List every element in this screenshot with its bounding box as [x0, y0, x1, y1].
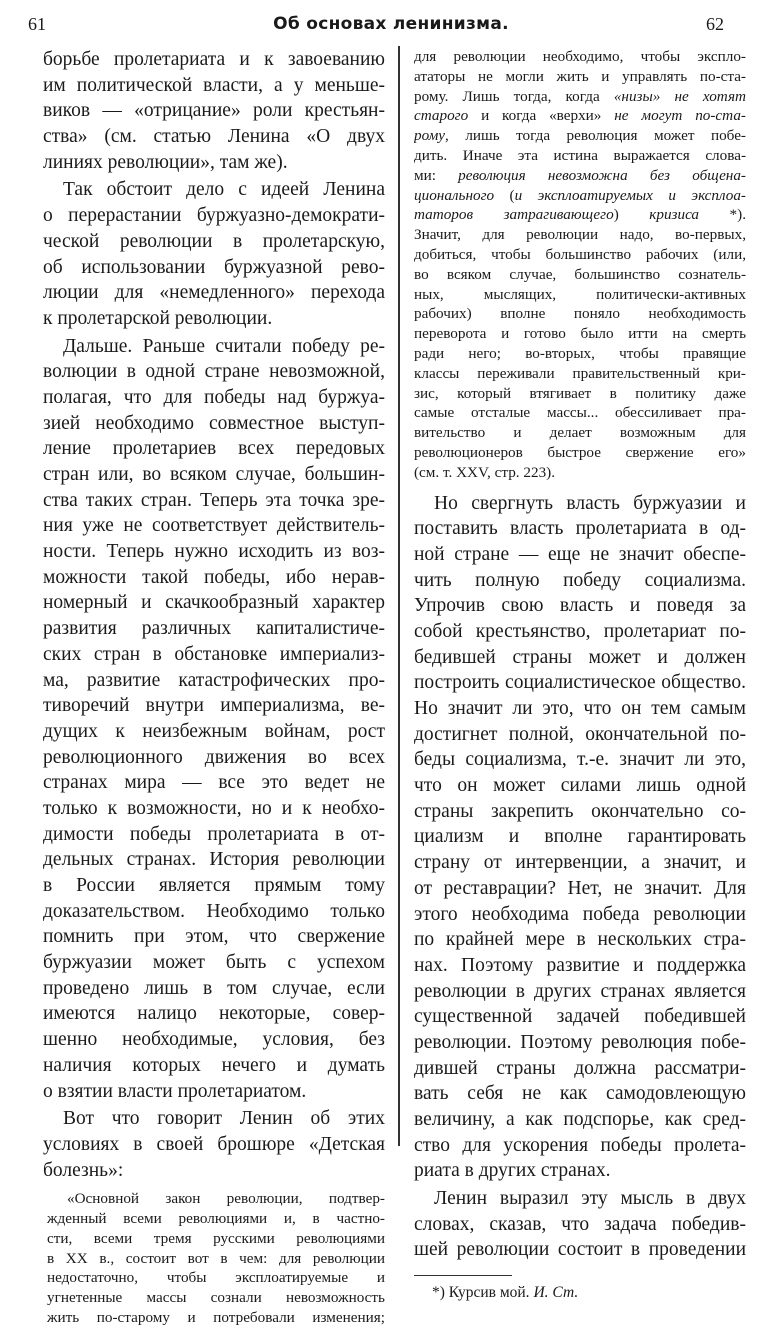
text-line: словах, сказав, что задача победив-: [414, 1213, 746, 1235]
text-line: ческой революции в пролетарскую,: [43, 230, 385, 252]
paragraph-6: [414, 1186, 746, 1263]
text-line: ства таких стран. Теперь эта точка зре-: [43, 489, 385, 511]
text-line: волюции в одной стране невозможной,: [43, 361, 385, 383]
italic-fragment: революция невозможна без общена-: [458, 166, 746, 184]
text-fragment: (см. т. XXV, стр. 223).: [414, 463, 556, 481]
text-line: к пролетарской революции.: [43, 307, 273, 329]
text-line: существенной задачей победившей: [414, 1006, 746, 1028]
text-line: Дальше. Раньше считали победу ре-: [63, 335, 385, 357]
text-line: болезнь»:: [43, 1159, 124, 1181]
text-fragment: рому. Лишь тогда, когда: [414, 87, 614, 105]
italic-fragment: и эксплоатируемых и эксплоа-: [514, 186, 746, 204]
text-line: этого необходима победа революции: [414, 903, 746, 925]
footnote-text: *) Курсив мой.: [432, 1284, 534, 1302]
quote-line: [414, 403, 746, 423]
text-line: Так обстоит дело с идеей Ленина: [63, 179, 385, 201]
quote-line: [414, 47, 746, 67]
paragraph-gap: [414, 483, 746, 491]
text-line: об использовании буржуазной рево-: [43, 256, 385, 278]
text-line: поставить власть пролетариата в од-: [414, 518, 746, 540]
text-fragment: , лишь тогда революция может побе-: [445, 127, 746, 145]
paragraph-4: [43, 1106, 385, 1183]
text-line: Ленин выразил эту мысль в двух: [434, 1188, 746, 1210]
running-title: Об основах ленинизма.: [273, 14, 509, 34]
text-line: Упрочив свою власть и поведя за: [414, 595, 746, 617]
text-line: ной стране — еще не значит обеспе-: [414, 543, 746, 565]
text-line: риата в других странах.: [414, 1160, 611, 1182]
text-fragment: революционеров быстрое свержение его»: [414, 443, 746, 461]
text-line: шенно необходимые, условия, без: [43, 1029, 385, 1051]
quote-line: [414, 245, 746, 265]
text-fragment: самые отсталые массы... обессиливает пра-: [414, 404, 746, 422]
text-line: шей революции состоит в проведении: [414, 1239, 746, 1261]
text-line: ства» (см. статью Ленина «О двух: [43, 126, 385, 148]
paragraph-3: [43, 334, 385, 1105]
text-fragment: и когда «верхи»: [468, 107, 615, 125]
text-line: виков — «отрицание» роли крестьян-: [43, 100, 385, 122]
italic-fragment: старого: [414, 107, 469, 125]
italic-fragment: не могут по-ста-: [614, 107, 746, 125]
text-fragment: *).: [699, 206, 746, 224]
text-fragment: ных, мыслящих, политически-активных: [414, 285, 746, 303]
right-page-number: 62: [706, 14, 724, 34]
text-fragment: во всяком случае, большинство сознатель-: [414, 265, 746, 283]
text-line: дельных странах. История революции: [43, 849, 385, 871]
quote-line: [414, 344, 746, 364]
text-line: величину, а как подспорье, как сред-: [414, 1109, 746, 1131]
text-line: жденный всеми революциями и, в частно-: [47, 1210, 385, 1228]
quote-line: [414, 126, 746, 146]
text-line: доказательством. Необходимо только: [43, 900, 385, 922]
text-line: имеются налицо некоторые, совер-: [43, 1003, 385, 1025]
quote-line: [414, 443, 746, 463]
text-line: можности такой победы, ибо нерав-: [43, 566, 385, 588]
text-line: развития различных капиталистиче-: [43, 618, 385, 640]
text-line: построить социалистическое общество.: [414, 672, 746, 694]
text-line: ма, развитие катастрофических про-: [43, 669, 385, 691]
quote-line: [414, 225, 746, 245]
text-fragment: ататоры не могли жить и управлять по-ста-: [414, 67, 746, 85]
text-line: ности. Теперь нужно исходить из воз-: [43, 541, 385, 563]
text-line: помнить при этом, что свержение: [43, 926, 385, 948]
left-column: [43, 47, 385, 1328]
text-line: «Основной закон революции, подтвер-: [67, 1190, 385, 1208]
text-line: только к возможности, но и к необхо-: [43, 797, 385, 819]
text-line: чить полную победу социализма.: [414, 569, 746, 591]
text-fragment: переворота и готово было итти на смерть: [414, 325, 746, 343]
quote-line: [414, 423, 746, 443]
text-line: буржуазии может быть с успехом: [43, 952, 385, 974]
text-fragment: для революции необходимо, чтобы эксплo-: [414, 48, 746, 65]
text-line: в России является прямым тому: [43, 875, 385, 896]
lenin-quote-continued: [414, 47, 746, 483]
text-line: ских стран в обстановке империализ-: [43, 643, 385, 665]
quote-line: [414, 285, 746, 305]
text-line: линиях революции», там же).: [43, 151, 288, 173]
quote-line: [414, 463, 746, 483]
text-line: недостаточно, чтобы эксплоатируемые и: [47, 1269, 385, 1287]
italic-fragment: кризиса: [649, 206, 700, 224]
text-line: о взятии власти пролетариатом.: [43, 1080, 307, 1102]
text-fragment: ради него; во-вторых, чтобы правящие: [414, 344, 746, 362]
text-line: сти, всеми тремя русскими революциями: [47, 1229, 385, 1247]
text-line: номерный и скачкообразный характер: [43, 592, 385, 614]
text-line: бедившей страны может и должен: [414, 646, 746, 668]
text-line: страну от интервенции, а значит, и: [414, 852, 746, 874]
text-fragment: (: [494, 186, 515, 204]
text-line: люции для «немедленного» перехода: [43, 282, 385, 304]
text-line: димости победы пролетариата в от-: [43, 823, 385, 845]
text-line: борьбе пролетариата и к завоеванию: [43, 49, 385, 70]
text-line: зией необходимо совместное выступ-: [43, 412, 385, 434]
italic-fragment: ционального: [414, 186, 495, 204]
quote-line: [414, 87, 746, 107]
quote-line: [414, 384, 746, 404]
text-line: революционного движения во всех: [43, 746, 385, 768]
quote-line: [414, 166, 746, 186]
text-line: ство для ускорения победы пролета-: [414, 1134, 746, 1156]
text-line: ление пролетариев всех передовых: [43, 438, 385, 460]
text-line: Но значит ли это, что он тем самым: [414, 698, 746, 720]
text-line: что он может силами лишь одной: [414, 775, 746, 797]
text-line: по крайней мере в нескольких стра-: [414, 929, 746, 951]
text-line: беды социализма, т.-е. значит ли это,: [414, 749, 746, 771]
column-divider: [398, 46, 400, 1146]
quote-line: [414, 364, 746, 384]
text-fragment: зис, который втягивает в политику даже: [414, 384, 746, 402]
quote-line: [414, 304, 746, 324]
footnote: [414, 1284, 746, 1302]
italic-fragment: «низы» не хотят: [613, 87, 746, 105]
text-line: революции. Поэтому революция побе-: [414, 1031, 746, 1053]
text-fragment: дить. Иначе эта истина выражается слова-: [414, 146, 746, 164]
text-line: странах мира — все это ведет не: [43, 772, 385, 794]
text-line: тиворечий внутри империализма, ве-: [43, 695, 385, 717]
text-line: о перерастании буржуазно-демократи-: [43, 205, 385, 227]
quote-line: [414, 106, 746, 126]
text-fragment: Значит, для революции надо, во-первых,: [414, 226, 746, 244]
italic-fragment: таторов затрагивающего: [414, 206, 614, 224]
paragraph-1: [43, 47, 385, 175]
footnote-author: И. Ст.: [533, 1284, 579, 1302]
quote-line: [414, 146, 746, 166]
lenin-quote: [43, 1189, 385, 1328]
italic-fragment: рому: [414, 127, 446, 145]
text-line: стран или, во всяком случае, большин-: [43, 464, 385, 485]
text-line: Но свергнуть власть буржуазии и: [434, 492, 746, 514]
text-line: жить по-старому и потребовали изменения;: [47, 1309, 385, 1327]
text-fragment: добиться, чтобы большинство рабочих (или,: [414, 245, 746, 263]
text-line: дущих к неизбежным войнам, рост: [43, 720, 385, 742]
running-header: [0, 14, 782, 38]
text-line: угнетенные массы сознали невозможность: [47, 1289, 385, 1307]
quote-line: [414, 186, 746, 206]
text-line: им политической власти, а у меньше-: [43, 74, 385, 96]
text-fragment: ): [613, 206, 650, 224]
quote-line: [414, 324, 746, 344]
text-line: в XX в., состоит вот в чем: для революции: [47, 1249, 385, 1267]
text-fragment: вительство и делает возможным для: [414, 424, 746, 442]
quote-line: [414, 205, 746, 225]
paragraph-2: [43, 177, 385, 331]
text-line: страны закрепить окончательно со-: [414, 800, 746, 822]
text-line: проведено лишь в том случае, если: [43, 977, 385, 999]
text-fragment: ми:: [414, 166, 459, 184]
text-line: Вот что говорит Ленин об этих: [63, 1108, 385, 1130]
text-line: собой крестьянство, пролетариат по-: [414, 620, 746, 642]
paragraph-5: [414, 491, 746, 1185]
text-line: революции в других странах является: [414, 980, 746, 1002]
text-line: условиях в своей брошюре «Детская: [43, 1133, 385, 1155]
text-line: от реставрации? Нет, не значит. Для: [414, 877, 746, 899]
text-fragment: рабочих) вполне поняло необходимость: [414, 305, 746, 323]
quote-line: [414, 67, 746, 87]
text-line: вать себя не как самодовлеющую: [414, 1083, 746, 1105]
text-line: ния уже не соответствует действитель-: [43, 515, 385, 537]
text-fragment: классы переживали правительственный кри-: [414, 364, 746, 382]
text-line: циализм и вполне гарантировать: [414, 826, 746, 848]
footnote-rule: [414, 1275, 512, 1276]
quote-line: [414, 265, 746, 285]
text-line: нах. Поэтому развитие и поддержка: [414, 954, 746, 976]
text-line: наличия которых нечего и думать: [43, 1054, 385, 1076]
left-page-number: 61: [28, 14, 46, 34]
text-line: дившей страны должна рассматри-: [414, 1057, 746, 1079]
text-line: достигнет полной, окончательной по-: [414, 723, 746, 745]
text-line: полагая, что для победы над буржуа-: [43, 386, 385, 408]
right-column: [414, 47, 746, 1302]
